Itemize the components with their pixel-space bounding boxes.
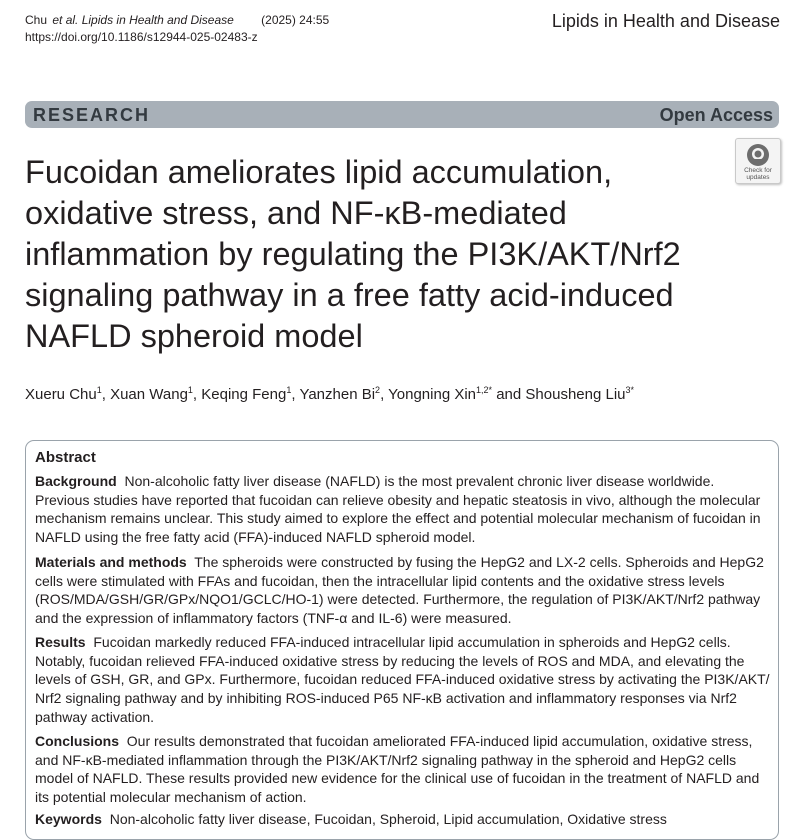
section-label: Keywords — [35, 811, 102, 827]
check-for-updates-icon — [746, 143, 770, 167]
citation-journal: Lipids in Health and Disease — [78, 13, 234, 27]
section-label: Background — [35, 473, 117, 489]
abstract-methods — [35, 553, 771, 628]
citation-authors: Chu — [25, 13, 51, 27]
author-name[interactable]: Yongning Xin — [388, 386, 477, 403]
section-text: The spheroids were constructed by fusing the HepG2 and LX-2 cells. Spheroids and HepG2 cells were stimulated with FFAs and fucoidan, then the intracellular lipid contents and the oxidative stress levels (ROS/MDA/GSH/GR/GPx/NQO1/GCLC/HO-1) were detected. Furthermore, the regulation of PI3K/AKT/Nrf2 pathway and the expression of inflammatory factors (TNF-α and IL-6) were measured. — [35, 554, 764, 627]
author-separator: , — [101, 386, 111, 403]
author-name[interactable]: Xuan Wang — [110, 386, 188, 403]
author-affiliation: 1 — [96, 385, 102, 395]
article-title: Fucoidan ameliorates lipid accumulation, oxidative stress, and NF-κB-mediated inflammation by regulating the PI3K/AKT/Nrf2 signaling pathway in a free fatty acid-induced NAFLD spheroid model — [25, 154, 681, 354]
check-for-updates-button[interactable] — [735, 138, 781, 184]
open-access-label: Open Access — [659, 105, 773, 125]
author-separator: and — [492, 386, 526, 403]
check-for-updates-line1: Check for — [744, 167, 772, 174]
author-separator: , — [380, 386, 389, 403]
check-for-updates-line2: updates — [746, 174, 770, 181]
author-name[interactable]: Shousheng Liu — [525, 386, 626, 403]
abstract-background — [35, 472, 771, 547]
author-separator: , — [291, 386, 300, 403]
section-text: Non-alcoholic fatty liver disease (NAFLD) is the most prevalent chronic liver disease worldwide. Previous studies have reported that fucoidan can relieve obesity and hepatic steatosis in vivo, although the molecular mechanism remains unclear. This study aimed to explore the effect and potential molecular mechanism of fucoidan in NAFLD using the free fatty acid (FFA)-induced NAFLD spheroid model. — [35, 473, 761, 546]
author-name[interactable]: Keqing Feng — [201, 386, 287, 403]
abstract-keywords — [35, 810, 771, 829]
section-label: Materials and methods — [35, 554, 187, 570]
author-affiliation: 1 — [286, 385, 292, 395]
abstract-box — [25, 440, 779, 840]
abstract-conclusions — [35, 732, 771, 807]
author-name[interactable]: Xueru Chu — [25, 386, 97, 403]
article-type-label: RESEARCH — [33, 105, 151, 125]
section-text: Fucoidan markedly reduced FFA-induced intracellular lipid accumulation in spheroids and HepG2 cells. Notably, fucoidan relieved FFA-induced oxidative stress by reducing the levels of ROS and MDA, and elevating the levels of GSH, GR, and GPx. Furthermore, fucoidan reduced FFA-induced oxidative stress by activating the PI3K/AKT/ Nrf2 signaling pathway and by inhibiting ROS-induced P65 NF-κB activation and inflammatory responses via Nrf2 pathway activation. — [35, 634, 770, 725]
journal-name: Lipids in Health and Disease — [551, 11, 780, 31]
section-text: Our results demonstrated that fucoidan ameliorated FFA-induced lipid accumulation, oxidative stress, and NF-κB-mediated inflammation through the PI3K/AKT/Nrf2 signaling pathway in the spheroid and HepG2 cells model of NAFLD. These results provided new evidence for the clinical use of fucoidan in the treatment of NAFLD and its potential molecular mechanism of action. — [35, 733, 760, 806]
abstract-heading: Abstract — [35, 449, 96, 466]
article-type-banner — [25, 101, 779, 128]
section-text: Non-alcoholic fatty liver disease, Fucoidan, Spheroid, Lipid accumulation, Oxidative stress — [109, 811, 667, 827]
abstract-results — [35, 633, 771, 727]
doi-link[interactable]: https://doi.org/10.1186/s12944-025-02483-z — [25, 30, 258, 44]
author-affiliation: 2 — [375, 385, 381, 395]
article-citation — [25, 12, 331, 46]
author-separator: , — [192, 386, 202, 403]
author-affiliation: 1,2* — [476, 385, 493, 395]
author-list — [25, 386, 785, 403]
author-affiliation: 1 — [187, 385, 193, 395]
citation-year-volume: (2025) 24:55 — [261, 13, 330, 27]
section-label: Conclusions — [35, 733, 120, 749]
author-affiliation: 3* — [625, 385, 635, 395]
citation-et-al: et al. — [52, 13, 79, 27]
author-name[interactable]: Yanzhen Bi — [299, 386, 376, 403]
section-label: Results — [35, 634, 86, 650]
